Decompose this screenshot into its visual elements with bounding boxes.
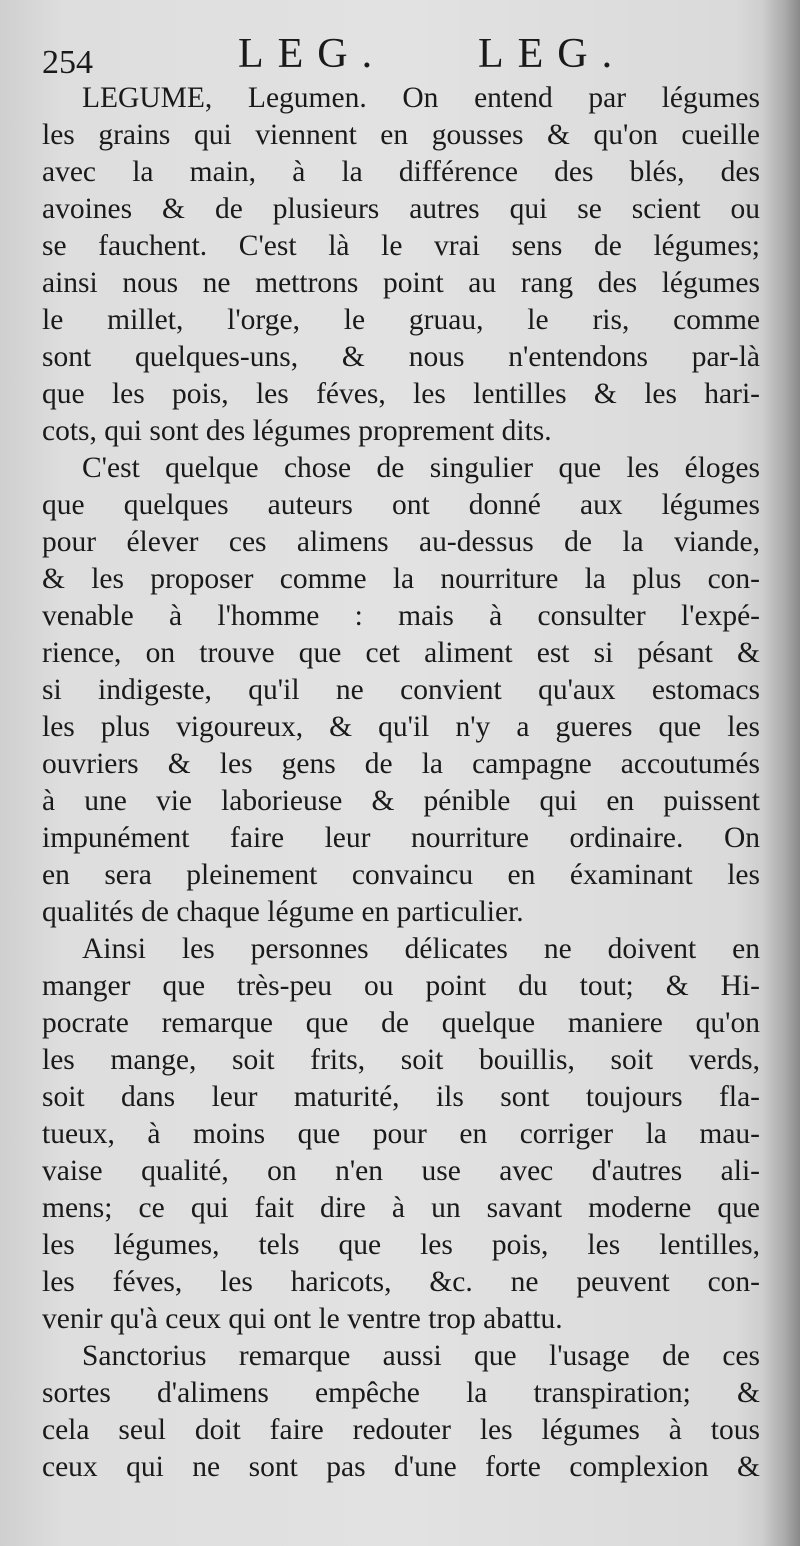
text-line: les plus vigoureux, & qu'il n'y a gueres que les xyxy=(42,711,760,743)
text-line: si indigeste, qu'il ne convient qu'aux estomacs xyxy=(42,674,760,706)
text-line: impunément faire leur nourriture ordinaire. On xyxy=(42,822,760,854)
text-line: tueux, à moins que pour en corriger la mau- xyxy=(42,1118,760,1150)
text-line: avec la main, à la différence des blés, des xyxy=(42,156,760,188)
text-line: rience, on trouve que cet aliment est si pésant & xyxy=(42,637,760,669)
text-line: pour élever ces alimens au-dessus de la viande, xyxy=(42,526,760,558)
text-line: C'est quelque chose de singulier que les éloges xyxy=(82,452,760,484)
text-line: Sanctorius remarque aussi que l'usage de ces xyxy=(82,1340,760,1372)
text-line: venir qu'à ceux qui ont le ventre trop abattu. xyxy=(42,1303,563,1335)
text-line: que les pois, les féves, les lentilles & les hari- xyxy=(42,378,760,410)
text-line: en sera pleinement convaincu en éxaminant les xyxy=(42,859,760,891)
text-line: les légumes, tels que les pois, les lentilles, xyxy=(42,1229,760,1261)
running-head-left: LEG. xyxy=(238,31,387,77)
text-line: que quelques auteurs ont donné aux légumes xyxy=(42,489,760,521)
text-line: & les proposer comme la nourriture la plus con- xyxy=(42,563,760,595)
text-line: à une vie laborieuse & pénible qui en puissent xyxy=(42,785,760,817)
text-line: soit dans leur maturité, ils sont toujours fla- xyxy=(42,1081,760,1113)
text-line: se fauchent. C'est là le vrai sens de légumes; xyxy=(42,230,760,262)
page-header xyxy=(42,30,762,86)
text-line: manger que très-peu ou point du tout; & Hi- xyxy=(42,970,760,1002)
page-number: 254 xyxy=(42,44,93,81)
text-line: mens; ce qui fait dire à un savant moderne que xyxy=(42,1192,760,1224)
text-line: avoines & de plusieurs autres qui se scient ou xyxy=(42,193,760,225)
text-line: ainsi nous ne mettrons point au rang des légumes xyxy=(42,267,760,299)
text-line: LEGUME, Legumen. On entend par légumes xyxy=(82,82,760,114)
text-line: ouvriers & les gens de la campagne accoutumés xyxy=(42,748,760,780)
text-line: venable à l'homme : mais à consulter l'expé- xyxy=(42,600,760,632)
text-line: sortes d'alimens empêche la transpiration; & xyxy=(42,1377,760,1409)
text-line: vaise qualité, on n'en use avec d'autres ali- xyxy=(42,1155,760,1187)
text-line: qualités de chaque légume en particulier. xyxy=(42,896,524,928)
text-line: les mange, soit frits, soit bouillis, soit verds, xyxy=(42,1044,760,1076)
body-text xyxy=(42,80,760,1486)
running-head-right: LEG. xyxy=(478,31,627,77)
text-line: pocrate remarque que de quelque maniere qu'on xyxy=(42,1007,760,1039)
text-line: cots, qui sont des légumes proprement dits. xyxy=(42,415,552,447)
text-line: les féves, les haricots, &c. ne peuvent con- xyxy=(42,1266,760,1298)
text-line: le millet, l'orge, le gruau, le ris, comme xyxy=(42,304,760,336)
text-line: ceux qui ne sont pas d'une forte complexion & xyxy=(42,1451,760,1483)
text-line: sont quelques-uns, & nous n'entendons par-là xyxy=(42,341,760,373)
text-line: les grains qui viennent en gousses & qu'on cueille xyxy=(42,119,760,151)
text-line: cela seul doit faire redouter les légumes à tous xyxy=(42,1414,760,1446)
text-line: Ainsi les personnes délicates ne doivent en xyxy=(82,933,760,965)
